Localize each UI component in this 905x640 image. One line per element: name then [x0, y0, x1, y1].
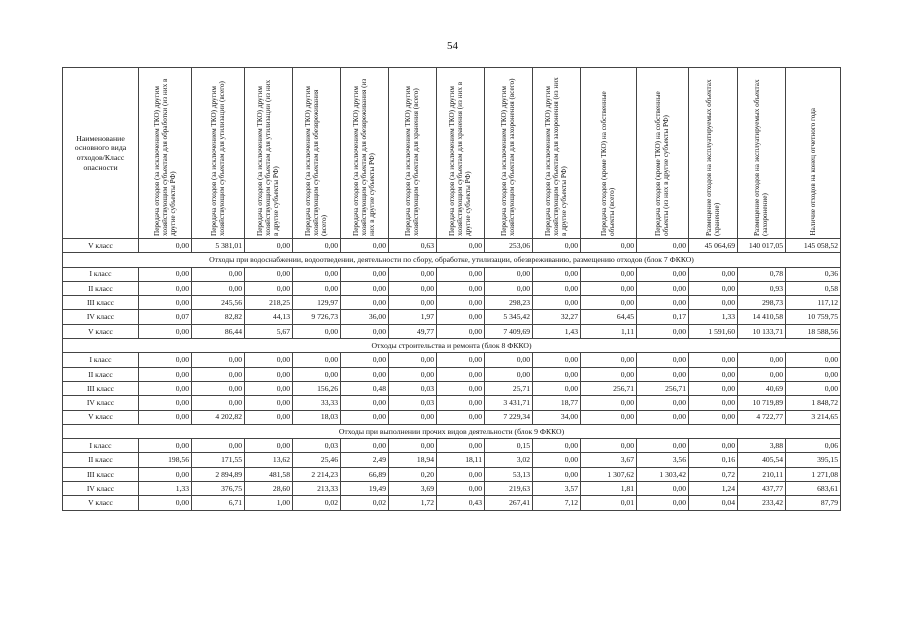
table-cell: 1 307,62 — [581, 467, 637, 481]
table-cell: 10 759,75 — [786, 310, 841, 324]
table-cell: 1,00 — [245, 496, 293, 510]
table-cell: 0,00 — [786, 353, 841, 367]
table-cell: 32,27 — [533, 310, 581, 324]
table-cell: 0,00 — [533, 453, 581, 467]
table-cell: 9 726,73 — [293, 310, 341, 324]
table-cell: 0,00 — [637, 281, 689, 295]
table-header — [63, 68, 841, 239]
column-header — [689, 68, 738, 239]
table-cell: 0,00 — [389, 410, 437, 424]
table-cell: 3,56 — [637, 453, 689, 467]
table-cell: 0,00 — [245, 239, 293, 253]
row-label: I класс — [63, 353, 139, 367]
table-cell: 0,00 — [293, 353, 341, 367]
table-cell: 0,00 — [341, 296, 389, 310]
table-cell: 0,00 — [139, 439, 192, 453]
row-label: II класс — [63, 281, 139, 295]
table-cell: 53,13 — [485, 467, 533, 481]
table-cell: 0,00 — [341, 396, 389, 410]
table-cell: 0,00 — [341, 410, 389, 424]
table-cell: 0,00 — [389, 296, 437, 310]
table-cell: 1 591,60 — [689, 324, 738, 338]
table-cell: 171,55 — [192, 453, 245, 467]
section-header-row — [63, 424, 841, 438]
table-cell: 0,00 — [139, 267, 192, 281]
table-cell: 0,00 — [437, 410, 485, 424]
table-cell: 0,00 — [437, 353, 485, 367]
table-row — [63, 310, 841, 324]
table-cell: 0,00 — [689, 267, 738, 281]
table-cell: 3,88 — [738, 439, 786, 453]
table-cell: 6,71 — [192, 496, 245, 510]
table-cell: 28,60 — [245, 482, 293, 496]
table-cell: 0,00 — [485, 267, 533, 281]
table-cell: 3,02 — [485, 453, 533, 467]
table-cell: 481,58 — [245, 467, 293, 481]
table-cell: 0,00 — [689, 396, 738, 410]
row-label: V класс — [63, 324, 139, 338]
table-row — [63, 467, 841, 481]
table-cell: 198,56 — [139, 453, 192, 467]
table-cell: 36,00 — [341, 310, 389, 324]
table-cell: 5,67 — [245, 324, 293, 338]
table-cell: 0,00 — [689, 353, 738, 367]
table-cell: 0,03 — [293, 439, 341, 453]
table-cell: 0,00 — [689, 410, 738, 424]
table-cell: 219,63 — [485, 482, 533, 496]
table-cell: 0,00 — [192, 267, 245, 281]
table-cell: 2,49 — [341, 453, 389, 467]
table-cell: 0,00 — [485, 367, 533, 381]
table-cell: 0,00 — [637, 353, 689, 367]
table-cell: 0,00 — [245, 353, 293, 367]
table-cell: 0,00 — [581, 410, 637, 424]
column-header-text: Размещение отходов на эксплуатируемых объектах (захоронение) — [753, 79, 770, 236]
table-cell: 0,00 — [533, 296, 581, 310]
table-cell: 0,00 — [485, 353, 533, 367]
table-cell: 2 214,23 — [293, 467, 341, 481]
table-cell: 0,00 — [139, 367, 192, 381]
table-cell: 0,00 — [293, 267, 341, 281]
table-cell: 0,00 — [637, 439, 689, 453]
column-header-text: Передача отходов (за исключением ТКО) другим хозяйствующим субъектам для хранения (из них в другие субъекты РФ) — [448, 81, 473, 236]
column-header-text: Передача отходов (за исключением ТКО) другим хозяйствующим субъектам для хранения (всего) — [404, 86, 421, 236]
table-cell: 0,00 — [139, 496, 192, 510]
column-header — [637, 68, 689, 239]
table-cell: 0,00 — [637, 410, 689, 424]
table-cell: 0,00 — [581, 267, 637, 281]
table-cell: 10 133,71 — [738, 324, 786, 338]
column-header — [485, 68, 533, 239]
column-header — [389, 68, 437, 239]
table-cell: 0,00 — [389, 267, 437, 281]
row-label: II класс — [63, 453, 139, 467]
header-row — [63, 68, 841, 239]
table-cell: 7,12 — [533, 496, 581, 510]
row-label: I класс — [63, 439, 139, 453]
table-cell: 0,00 — [533, 353, 581, 367]
table-row — [63, 324, 841, 338]
table-cell: 0,00 — [245, 396, 293, 410]
table-cell: 0,15 — [485, 439, 533, 453]
table-cell: 0,00 — [533, 467, 581, 481]
table-cell: 0,00 — [581, 239, 637, 253]
table-cell: 0,00 — [139, 324, 192, 338]
table-cell: 0,00 — [533, 281, 581, 295]
table-cell: 2 894,89 — [192, 467, 245, 481]
table-cell: 1,24 — [689, 482, 738, 496]
table-row — [63, 453, 841, 467]
table-cell: 86,44 — [192, 324, 245, 338]
table-cell: 40,69 — [738, 381, 786, 395]
waste-table — [62, 67, 841, 511]
table-cell: 0,00 — [245, 410, 293, 424]
table-cell: 0,00 — [341, 324, 389, 338]
column-header-text: Передача отходов (за исключением ТКО) другим хозяйствующим субъектам для захоронения (из них в другие субъекты РФ) — [544, 77, 569, 236]
table-row — [63, 439, 841, 453]
table-cell: 140 017,05 — [738, 239, 786, 253]
table-cell: 0,00 — [437, 324, 485, 338]
table-cell: 66,89 — [341, 467, 389, 481]
table-cell: 0,00 — [581, 439, 637, 453]
table-row — [63, 410, 841, 424]
table-cell: 0,00 — [637, 324, 689, 338]
table-cell: 1,97 — [389, 310, 437, 324]
table-cell: 0,00 — [245, 281, 293, 295]
table-cell: 0,00 — [341, 267, 389, 281]
table-cell: 256,71 — [637, 381, 689, 395]
table-cell: 0,72 — [689, 467, 738, 481]
table-cell: 156,26 — [293, 381, 341, 395]
table-cell: 13,62 — [245, 453, 293, 467]
table-cell: 0,00 — [437, 267, 485, 281]
table-cell: 0,00 — [689, 381, 738, 395]
table-cell: 0,00 — [533, 239, 581, 253]
page-number: 54 — [447, 40, 458, 52]
table-cell: 0,16 — [689, 453, 738, 467]
table-cell: 0,00 — [139, 381, 192, 395]
table-cell: 45 064,69 — [689, 239, 738, 253]
column-header — [437, 68, 485, 239]
table-cell: 129,97 — [293, 296, 341, 310]
column-header-text: Передача отходов (за исключением ТКО) другим хозяйствующим субъектам для захоронения (всего) — [500, 78, 517, 236]
column-header-text: Передача отходов (за исключением ТКО) другим хозяйствующим субъектам для обезвреживания (всего) — [304, 86, 329, 236]
table-cell: 0,03 — [389, 381, 437, 395]
table-cell: 0,03 — [389, 396, 437, 410]
table-cell: 0,00 — [689, 296, 738, 310]
table-cell: 44,13 — [245, 310, 293, 324]
table-cell: 0,06 — [786, 439, 841, 453]
table-cell: 64,45 — [581, 310, 637, 324]
section-header-row — [63, 339, 841, 353]
table-cell: 0,00 — [139, 296, 192, 310]
table-cell: 210,11 — [738, 467, 786, 481]
table-cell: 0,00 — [139, 467, 192, 481]
table-cell: 0,00 — [581, 281, 637, 295]
table-cell: 0,00 — [192, 439, 245, 453]
table-cell: 3 431,71 — [485, 396, 533, 410]
table-cell: 0,00 — [581, 396, 637, 410]
table-cell: 19,49 — [341, 482, 389, 496]
table-cell: 0,20 — [389, 467, 437, 481]
table-cell: 0,00 — [637, 482, 689, 496]
column-header-text: Размещение отходов на эксплуатируемых объектах (хранение) — [704, 79, 721, 236]
table-row — [63, 239, 841, 253]
table-cell: 0,00 — [389, 353, 437, 367]
table-cell: 298,23 — [485, 296, 533, 310]
table-cell: 0,00 — [192, 381, 245, 395]
table-cell: 0,00 — [637, 396, 689, 410]
row-label: III класс — [63, 296, 139, 310]
row-label: IV класс — [63, 310, 139, 324]
table-cell: 0,00 — [192, 353, 245, 367]
section-title: Отходы при водоснабжении, водоотведении, деятельности по сбору, обработке, утилизации, обезвреживанию, размещению отходов (блок 7 ФККО) — [63, 253, 841, 267]
table-cell: 0,00 — [637, 267, 689, 281]
column-header-category: Наименование основного вида отходов/Класс опасности — [63, 68, 139, 239]
table-cell: 0,00 — [581, 296, 637, 310]
table-cell: 0,00 — [245, 381, 293, 395]
table-cell: 1 271,08 — [786, 467, 841, 481]
column-header — [786, 68, 841, 239]
table-row — [63, 296, 841, 310]
table-cell: 405,54 — [738, 453, 786, 467]
table-cell: 0,17 — [637, 310, 689, 324]
table-cell: 0,00 — [689, 281, 738, 295]
column-header — [293, 68, 341, 239]
table-cell: 0,00 — [139, 239, 192, 253]
table-cell: 0,63 — [389, 239, 437, 253]
table-cell: 0,48 — [341, 381, 389, 395]
table-cell: 0,00 — [192, 281, 245, 295]
section-header-row — [63, 253, 841, 267]
column-header — [139, 68, 192, 239]
table-cell: 0,00 — [533, 381, 581, 395]
row-label: IV класс — [63, 396, 139, 410]
table-cell: 18,94 — [389, 453, 437, 467]
table-cell: 0,00 — [689, 439, 738, 453]
table-cell: 3,57 — [533, 482, 581, 496]
column-header-text: Передача отходов (кроме ТКО) на собственные объекты (всего) — [600, 91, 617, 236]
table-cell: 0,00 — [293, 239, 341, 253]
table-cell: 0,00 — [293, 324, 341, 338]
table-cell: 4 202,82 — [192, 410, 245, 424]
table-cell: 1 848,72 — [786, 396, 841, 410]
table-row — [63, 482, 841, 496]
table-cell: 0,00 — [533, 367, 581, 381]
table-cell: 395,15 — [786, 453, 841, 467]
table-cell: 1,11 — [581, 324, 637, 338]
table-cell: 0,00 — [245, 267, 293, 281]
table-row — [63, 281, 841, 295]
table-cell: 14 410,58 — [738, 310, 786, 324]
table-cell: 0,00 — [341, 439, 389, 453]
table-cell: 0,00 — [437, 482, 485, 496]
table-cell: 0,00 — [437, 281, 485, 295]
table-cell: 267,41 — [485, 496, 533, 510]
table-cell: 298,73 — [738, 296, 786, 310]
table-cell: 4 722,77 — [738, 410, 786, 424]
table-cell: 87,79 — [786, 496, 841, 510]
table-cell: 0,00 — [293, 367, 341, 381]
row-label: V класс — [63, 239, 139, 253]
table-cell: 0,07 — [139, 310, 192, 324]
table-cell: 0,00 — [389, 367, 437, 381]
table-cell: 218,25 — [245, 296, 293, 310]
column-header — [738, 68, 786, 239]
table-cell: 0,00 — [437, 396, 485, 410]
table-cell: 0,00 — [139, 353, 192, 367]
table-cell: 25,46 — [293, 453, 341, 467]
table-cell: 0,00 — [139, 410, 192, 424]
table-cell: 0,43 — [437, 496, 485, 510]
table-cell: 33,33 — [293, 396, 341, 410]
table-cell: 0,00 — [533, 267, 581, 281]
table-cell: 0,02 — [293, 496, 341, 510]
section-title: Отходы строительства и ремонта (блок 8 ФККО) — [63, 339, 841, 353]
table-cell: 0,00 — [245, 439, 293, 453]
row-label: I класс — [63, 267, 139, 281]
table-cell: 49,77 — [389, 324, 437, 338]
table-cell: 0,00 — [437, 381, 485, 395]
table-row — [63, 353, 841, 367]
column-header — [245, 68, 293, 239]
table-cell: 18,03 — [293, 410, 341, 424]
table-cell: 34,00 — [533, 410, 581, 424]
row-label: V класс — [63, 496, 139, 510]
table-cell: 0,00 — [786, 381, 841, 395]
table-cell: 0,00 — [437, 296, 485, 310]
table-cell: 3 214,65 — [786, 410, 841, 424]
column-header-text: Передача отходов (за исключением ТКО) другим хозяйствующим субъектам для утилизации (из них в другие субъекты РФ) — [256, 79, 281, 236]
table-cell: 0,00 — [341, 239, 389, 253]
table-cell: 1,81 — [581, 482, 637, 496]
table-cell: 0,04 — [689, 496, 738, 510]
table-cell: 0,00 — [637, 296, 689, 310]
table-cell: 0,00 — [341, 353, 389, 367]
table-cell: 145 058,52 — [786, 239, 841, 253]
column-header — [341, 68, 389, 239]
table-cell: 5 345,42 — [485, 310, 533, 324]
table-cell: 0,00 — [437, 310, 485, 324]
row-label: V класс — [63, 410, 139, 424]
table-cell: 3,67 — [581, 453, 637, 467]
row-label: III класс — [63, 381, 139, 395]
table-cell: 25,71 — [485, 381, 533, 395]
table-cell: 0,00 — [437, 439, 485, 453]
table-cell: 3,69 — [389, 482, 437, 496]
table-cell: 0,00 — [581, 367, 637, 381]
table-cell: 437,77 — [738, 482, 786, 496]
table-cell: 683,61 — [786, 482, 841, 496]
table-cell: 82,82 — [192, 310, 245, 324]
column-header-text: Передача отходов (кроме ТКО) на собственные объекты (из них в другие субъекты РФ) — [654, 91, 671, 236]
table-cell: 256,71 — [581, 381, 637, 395]
section-title: Отходы при выполнении прочих видов деятельности (блок 9 ФККО) — [63, 424, 841, 438]
row-label: III класс — [63, 467, 139, 481]
table-cell: 0,00 — [637, 367, 689, 381]
table-cell: 0,93 — [738, 281, 786, 295]
table-cell: 5 381,01 — [192, 239, 245, 253]
table-cell: 0,00 — [192, 396, 245, 410]
table-cell: 0,00 — [485, 281, 533, 295]
table-cell: 376,75 — [192, 482, 245, 496]
table-cell: 0,00 — [637, 496, 689, 510]
table-cell: 0,00 — [192, 367, 245, 381]
table-cell: 1,43 — [533, 324, 581, 338]
column-header-text: Наличие отходов на конец отчетного года — [808, 108, 817, 236]
table-cell: 0,02 — [341, 496, 389, 510]
table-cell: 0,00 — [738, 353, 786, 367]
table-row — [63, 381, 841, 395]
table-cell: 1,33 — [689, 310, 738, 324]
table-cell: 0,00 — [738, 367, 786, 381]
table-cell: 10 719,89 — [738, 396, 786, 410]
table-cell: 0,00 — [437, 367, 485, 381]
column-header — [581, 68, 637, 239]
table-cell: 0,78 — [738, 267, 786, 281]
table-cell: 1,33 — [139, 482, 192, 496]
table-row — [63, 267, 841, 281]
table-cell: 0,00 — [341, 367, 389, 381]
table-cell: 18 588,56 — [786, 324, 841, 338]
table-row — [63, 496, 841, 510]
table-cell: 245,56 — [192, 296, 245, 310]
table-cell: 1,72 — [389, 496, 437, 510]
table-cell: 233,42 — [738, 496, 786, 510]
table-cell: 0,00 — [786, 367, 841, 381]
column-header — [533, 68, 581, 239]
column-header-text: Передача отходов (за исключением ТКО) другим хозяйствующим субъектам для обработки (из них в другие субъекты РФ) — [152, 78, 178, 236]
table-cell: 0,00 — [689, 367, 738, 381]
table-cell: 1 303,42 — [637, 467, 689, 481]
table-cell: 0,00 — [293, 281, 341, 295]
table-cell: 7 409,69 — [485, 324, 533, 338]
table-cell: 0,00 — [139, 281, 192, 295]
table-cell: 0,58 — [786, 281, 841, 295]
column-header — [192, 68, 245, 239]
table-cell: 253,06 — [485, 239, 533, 253]
row-label: IV класс — [63, 482, 139, 496]
table-cell: 117,12 — [786, 296, 841, 310]
table-cell: 0,00 — [389, 439, 437, 453]
table-cell: 0,00 — [437, 467, 485, 481]
table-cell: 0,00 — [389, 281, 437, 295]
table-cell: 0,00 — [637, 239, 689, 253]
table-cell: 0,00 — [341, 281, 389, 295]
table-cell: 18,11 — [437, 453, 485, 467]
table-row — [63, 396, 841, 410]
table-cell: 0,36 — [786, 267, 841, 281]
table-cell: 0,00 — [533, 439, 581, 453]
table-cell: 0,00 — [437, 239, 485, 253]
table-row — [63, 367, 841, 381]
row-label: II класс — [63, 367, 139, 381]
table-body — [63, 239, 841, 511]
table-cell: 7 229,34 — [485, 410, 533, 424]
table-cell: 0,00 — [245, 367, 293, 381]
table-cell: 18,77 — [533, 396, 581, 410]
table-cell: 0,01 — [581, 496, 637, 510]
table-cell: 0,00 — [581, 353, 637, 367]
column-header-text: Передача отходов (за исключением ТКО) другим хозяйствующим субъектам для обезвреживания (из них в другие субъекты РФ) — [352, 78, 377, 236]
table-cell: 213,33 — [293, 482, 341, 496]
column-header-text: Передача отходов (за исключением ТКО) другим хозяйствующим субъектам для утилизации (всего) — [209, 81, 226, 236]
table-cell: 0,00 — [139, 396, 192, 410]
